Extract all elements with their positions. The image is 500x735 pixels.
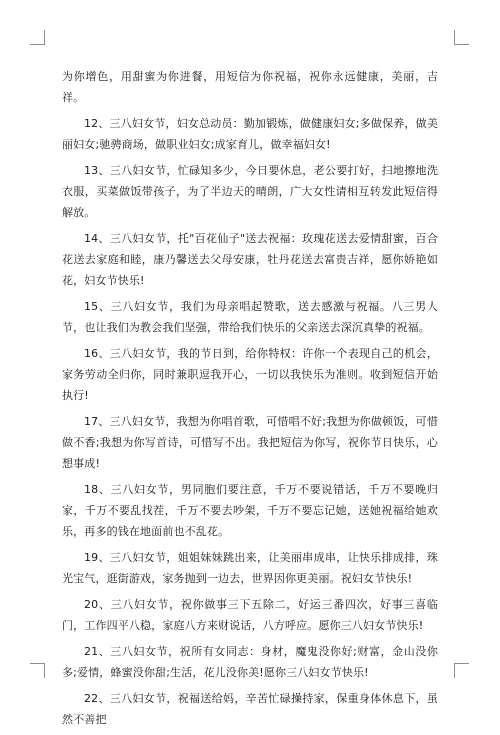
margin-corner-mark-bottom-left bbox=[30, 663, 45, 678]
paragraph: 22、三八妇女节，祝福送给妈，辛苦忙碌操持家，保重身体休息下，虽然不善把 bbox=[62, 692, 438, 726]
paragraph: 13、三八妇女节，忙碌知多少，今日要休息，老公要打好，扫地擦地洗衣服，买菜做饭带孩子，为了半边天的晴朗，广大女性请相互转发此短信得解放。 bbox=[62, 164, 438, 219]
margin-corner-mark-top-right bbox=[454, 30, 469, 45]
paragraph: 20、三八妇女节，祝你做事三下五除二，好运三番四次，好事三喜临门，工作四平八稳，家庭八方来财说话，八方呼应。愿你三八妇女节快乐! bbox=[62, 598, 438, 632]
paragraph: 为你增色，用甜蜜为你进餐，用短信为你祝福，祝你永远健康，美丽，吉祥。 bbox=[62, 70, 438, 104]
paragraph: 19、三八妇女节，姐姐妹妹跳出来，让美丽串成串，让快乐排成排，珠光宝气，逛街游戏，家务抛到一边去，世界因你更美丽。祝妇女节快乐! bbox=[62, 551, 438, 585]
paragraph: 16、三八妇女节，我的节日到，给你特权：许你一个表现自己的机会，家务劳动全归你，同时兼职逗我开心，一切以我快乐为准则。收到短信开始执行! bbox=[62, 347, 438, 402]
margin-corner-mark-bottom-right bbox=[454, 663, 469, 678]
margin-corner-mark-top-left bbox=[30, 30, 45, 45]
paragraph: 18、三八妇女节，男同胞们要注意，千万不要说错话，千万不要晚归家，千万不要乱找茬，千万不要去吵架，千万不要忘记她，送她祝福给她欢乐，再多的钱在地面前也不乱花。 bbox=[62, 483, 438, 538]
paragraph: 21、三八妇女节，祝所有女同志：身材，魔鬼没你好;财富，金山没你多;爱情，蜂蜜没你甜;生活，花儿没你美!愿你三八妇女节快乐! bbox=[62, 645, 438, 679]
paragraph: 14、三八妇女节，托"百花仙子"送去祝福：玫瑰花送去爱情甜蜜，百合花送去家庭和睦，康乃馨送去父母安康，牡丹花送去富贵吉祥，愿你娇艳如花，妇女节快乐! bbox=[62, 232, 438, 287]
paragraph: 15、三八妇女节，我们为母亲唱起赞歌，送去感激与祝福。八三男人节，也让我们为教会我们坚强，带给我们快乐的父亲送去深沉真挚的祝福。 bbox=[62, 300, 438, 334]
paragraph: 17、三八妇女节，我想为你唱首歌，可惜唱不好;我想为你做顿饭，可惜做不香;我想为你写首诗，可惜写不出。我把短信为你写，祝你节日快乐，心想事成! bbox=[62, 415, 438, 470]
paragraph: 12、三八妇女节，妇女总动员：勤加锻炼，做健康妇女;多做保养，做美丽妇女;驰骋商场，做职业妇女;成家育儿，做幸福妇女! bbox=[62, 117, 438, 151]
document-body bbox=[62, 66, 438, 735]
